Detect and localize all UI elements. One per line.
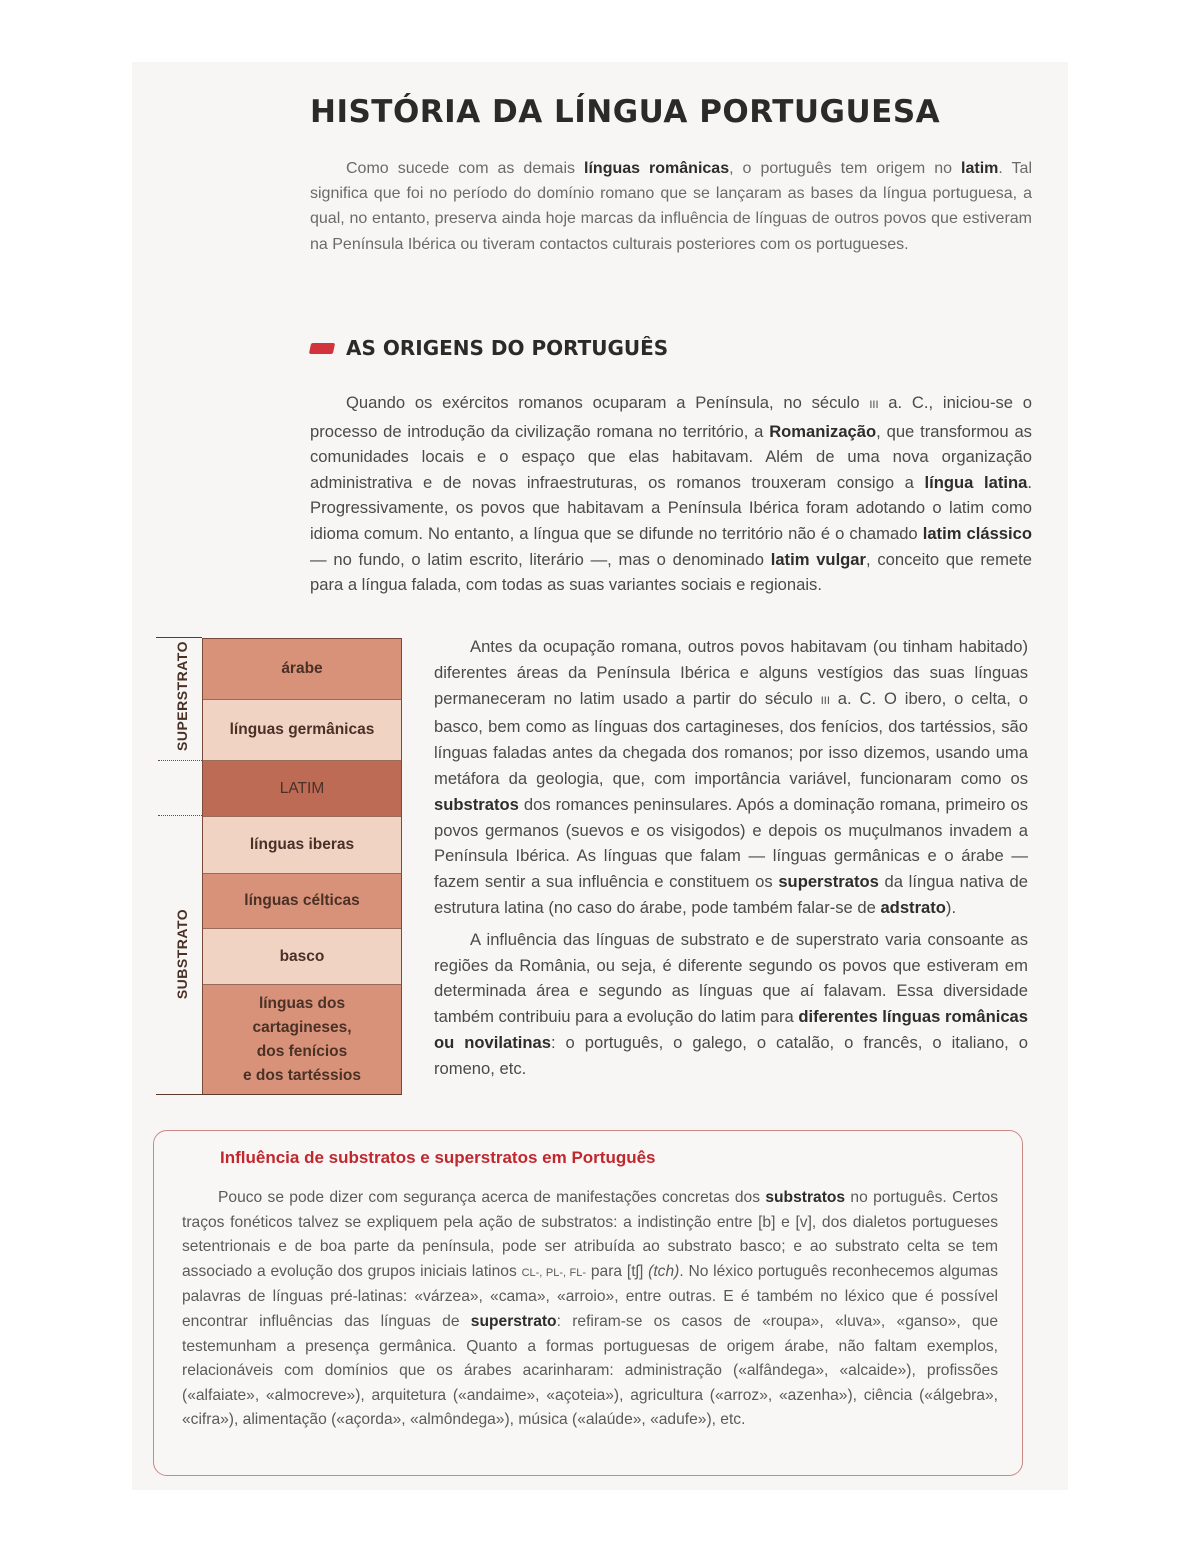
layer-iberas [203,817,401,874]
bold-term: latim clássico [922,523,1033,543]
latin-groups: CL-, PL-, FL- [521,1266,587,1279]
intro-paragraph [310,156,1032,257]
origins-paragraph [310,390,1032,598]
box-text: para [tʃ] [586,1262,649,1280]
layer-latim [203,761,401,817]
box-text: : refiram-se os casos de «roupa», «luva», «ganso», que testemunham a presença germânica. Quanto a formas portuguesas de origem árabe, não faltam exemplos, relacionáveis com domínios que os árabes acarinharam: administração («alfândega», «alcaide»), profissões («alfaiate», «almocreve»), arquitetura («andaime», «açoteia»), agricultura («arroz», «azenha»), ciência («álgebra», «cifra»), alimentação («açorda», «almôndega»), música («alaúde», «adufe»), etc. [182,1312,999,1429]
substrato-label: SUBSTRATO [174,908,190,1000]
info-box-text [182,1186,998,1433]
layer-label: línguas germânicas [229,721,375,738]
page-title: HISTÓRIA DA LÍNGUA PORTUGUESA [310,94,941,130]
intro-bold-term: latim [961,160,999,177]
info-box-title: Influência de substratos e superstratos em Português [220,1148,656,1167]
layer-label: línguas dos [258,994,346,1012]
layer-label: árabe [281,660,323,677]
para-text: da língua nativa de estrutura latina (no caso do árabe, pode também falar-se de [434,872,1028,917]
superstrato-label: SUPERSTRATO [174,641,190,751]
para-text: a. C., iniciou-se o processo de introdução da civilização romana no território, a [310,393,1032,441]
box-text: no português. Certos traços fonéticos talvez se expliquem pela ação de substratos: a indistinção entre [b] e [v], dos dialetos portugueses setentrionais e de boa parte da península, pode ser atribuída ao substrato basco; e ao substrato celta se tem associado a evolução dos grupos iniciais latinos [182,1189,998,1280]
layer-celticas [203,874,401,929]
para-text: — no fundo, o latim escrito, literário —, mas o denominado [310,549,771,569]
intro-bold-term: línguas românicas [584,160,730,177]
variation-paragraph [434,927,1028,1082]
layer-label: línguas célticas [244,892,360,909]
century-numeral: III [820,694,830,707]
section-title: AS ORIGENS DO PORTUGUÊS [346,336,669,360]
intro-text: . Tal significa que foi no período do domínio romano que se lançaram as bases da língua portuguesa, a qual, no entanto, preserva ainda hoje marcas da influência de línguas de outros povos que estiveram na Península Ibérica ou tiveram contactos culturais posteriores com os portugueses. [310,160,1032,253]
para-text: Antes da ocupação romana, outros povos habitavam (ou tinham habitado) diferentes áreas da Península Ibérica e alguns vestígios das suas línguas permaneceram no latim usado a partir do século [434,637,1028,708]
italic-term: (tch) [648,1262,680,1280]
section-marker-icon [309,343,335,354]
para-text: ). [945,897,957,917]
bold-term: adstrato [880,897,946,917]
layer-cartagineses [203,985,401,1095]
intro-text: Como sucede com as demais [346,160,585,177]
strata-diagram [202,638,402,1095]
layer-label: LATIM [279,779,325,797]
para-text: dos romances peninsulares. Após a dominação romana, primeiro os povos germanos (suevos e os visigodos) e depois os muçulmanos invadem a Península Ibérica. As línguas que falam — línguas germânicas e o árabe — fazem sentir a sua influência e constituem os [434,794,1028,892]
para-text: A influência das línguas de substrato e de superstrato varia consoante as regiões da România, ou seja, é diferente segundo os povos que estiveram em determinada área e segundo as línguas que aí falavam. Essa diversidade também contribuiu para a evolução do latim para [434,929,1028,1027]
diagram-base-line [156,1094,402,1095]
para-text: a. C. O ibero, o celta, o basco, bem como as línguas dos cartagineses, dos fenícios, dos tartéssios, são línguas faladas antes da chegada dos romanos; por isso dizemos, usando uma metáfora da geologia, que, com importância variável, funcionaram como os [434,688,1028,788]
layer-basco [203,929,401,985]
para-text: , conceito que remete para a língua falada, com todas as suas variantes sociais e regionais. [310,549,1032,595]
bold-term: diferentes línguas românicas ou novilatinas [434,1007,1029,1052]
diagram-divider [158,815,202,816]
bold-term: Romanização [769,421,877,441]
bold-term: língua latina [924,472,1028,492]
layer-arabe [203,639,401,700]
layer-label: dos fenícios [256,1042,348,1060]
bold-term: latim vulgar [770,549,866,569]
para-text: Quando os exércitos romanos ocuparam a Península, no século [346,393,870,412]
box-text: Pouco se pode dizer com segurança acerca de manifestações concretas dos [218,1189,766,1206]
substrate-paragraph [434,634,1028,921]
box-text: . No léxico português reconhecemos algumas palavras de línguas pré-latinas: «várzea», «cama», «arroio», entre outras. E é também no léxico que é possível encontrar influências das línguas de [182,1262,998,1330]
para-text: . Progressivamente, os povos que habitavam a Península Ibérica foram adotando o latim como idioma comum. No entanto, a língua que se difunde no território não é o chamado [310,472,1033,543]
para-text: : o português, o galego, o catalão, o francês, o italiano, o romeno, etc. [434,1032,1029,1078]
section-header [310,336,668,360]
para-text: , que transformou as comunidades locais e o espaço que elas habitavam. Além de uma nova organização administrativa e de novas infraestruturas, os romanos trouxeram consigo a [310,421,1032,492]
intro-text: , o português tem origem no [729,160,962,177]
right-column [434,634,1028,1082]
layer-label: cartagineses, [252,1018,352,1036]
century-numeral: III [869,399,879,411]
layer-label: línguas iberas [249,836,355,853]
diagram-divider [158,760,202,761]
bold-term: substratos [765,1189,846,1206]
bold-term: substratos [434,794,519,814]
layer-label: e dos tartéssios [242,1066,362,1084]
layer-label: basco [279,947,325,965]
bold-term: superstrato [470,1312,557,1330]
bold-term: superstratos [778,872,879,892]
layer-germanicas [203,700,401,761]
